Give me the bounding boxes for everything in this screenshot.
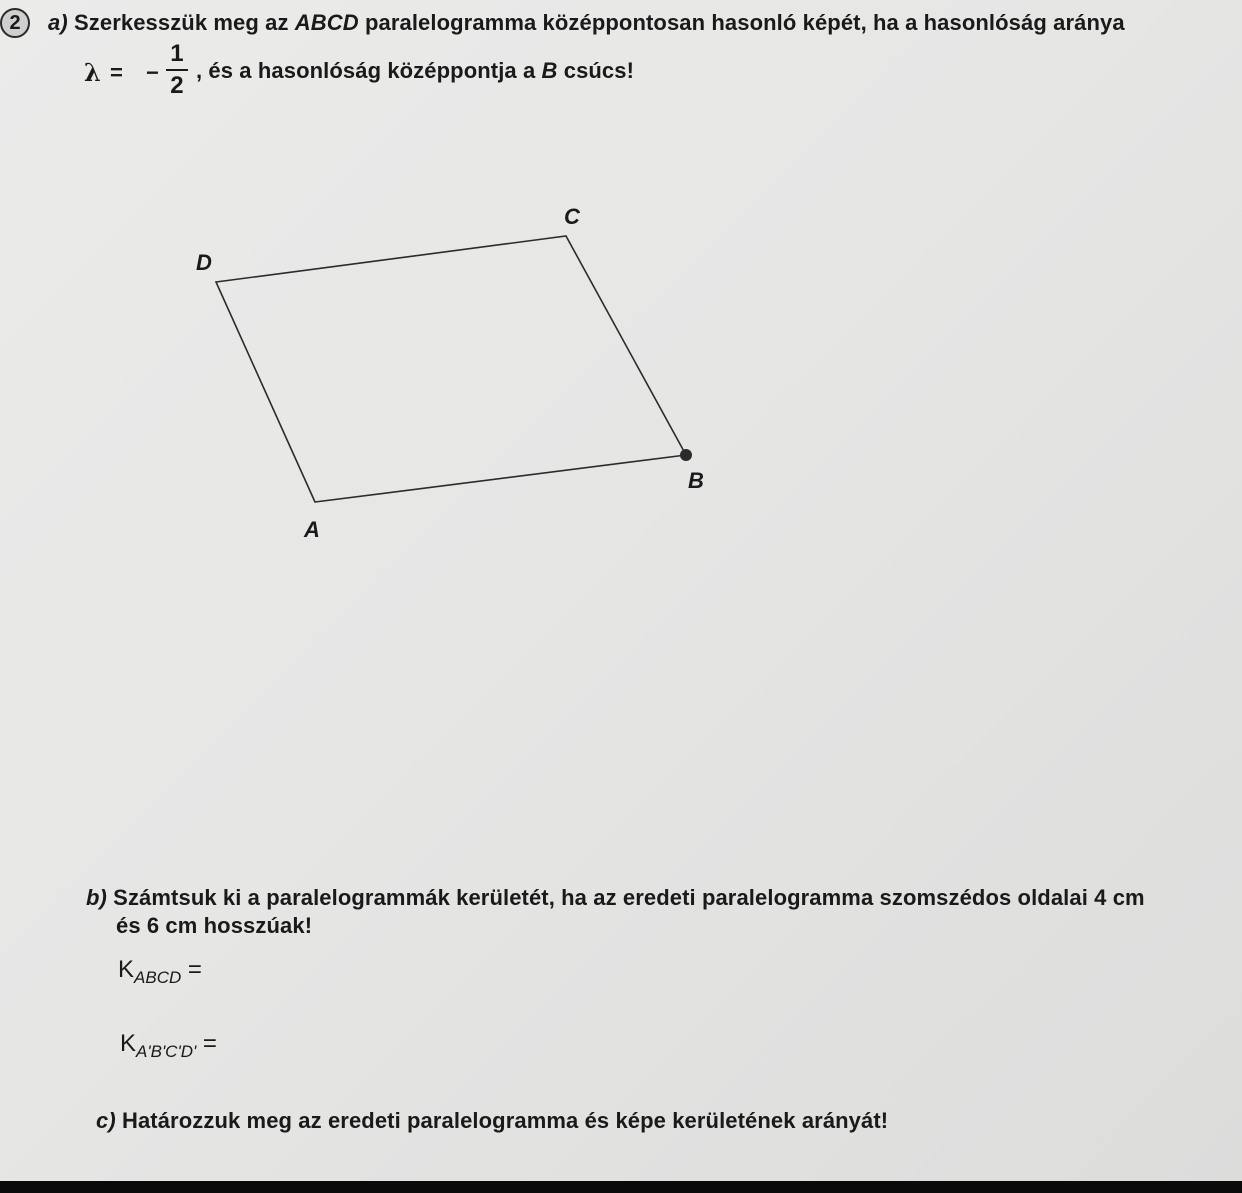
fraction-numerator: 1 [170, 40, 184, 67]
parallelogram-abcd [216, 236, 686, 502]
part-a-label: a) [48, 10, 68, 35]
formula2-equals: = [196, 1030, 217, 1057]
formula1-equals: = [181, 956, 202, 983]
problem-number-badge: 2 [0, 8, 30, 38]
vertex-label-a: A [304, 517, 320, 542]
vertex-label-d: D [196, 250, 212, 275]
lambda-minus: − [146, 60, 159, 85]
part-b-line2: és 6 cm hosszúak! [116, 913, 313, 938]
part-c-statement [96, 1108, 888, 1134]
fraction-denominator: 2 [170, 72, 184, 99]
center-point-b-dot [680, 449, 692, 461]
center-point-name: B [541, 58, 558, 83]
part-a-text-before: Szerkesszük meg az [73, 10, 295, 35]
part-a-shape-name: ABCD [294, 10, 359, 35]
lambda-rest-before: , és a hasonlóság középpontja a [196, 58, 542, 83]
formula1-subscript: ABCD [134, 968, 182, 987]
vertex-label-b: B [688, 468, 704, 493]
part-c-label: c) [96, 1108, 116, 1133]
vertex-label-c: C [564, 204, 580, 229]
part-b-line1: Számtsuk ki a paralelogrammák kerületét, ha az eredeti paralelogramma szomszédos oldalai 4 cm [106, 885, 1145, 910]
formula2-k: K [120, 1030, 137, 1057]
perimeter-formula-abcd [118, 956, 202, 988]
formula1-k: K [118, 956, 135, 983]
perimeter-formula-image [120, 1030, 217, 1062]
bottom-black-bar [0, 1181, 1242, 1193]
part-b-label: b) [86, 885, 107, 910]
part-a-text-after: paralelogramma középpontosan hasonló képét, ha a hasonlóság aránya [358, 10, 1125, 35]
formula2-subscript: A'B'C'D' [136, 1042, 197, 1061]
part-b-statement [86, 885, 1145, 911]
lambda-symbol: λ [84, 58, 101, 87]
lambda-equals: = [110, 60, 123, 85]
lambda-rest-after: csúcs! [557, 58, 635, 83]
part-c-text: Határozzuk meg az eredeti paralelogramma és képe kerületének arányát! [115, 1108, 889, 1133]
